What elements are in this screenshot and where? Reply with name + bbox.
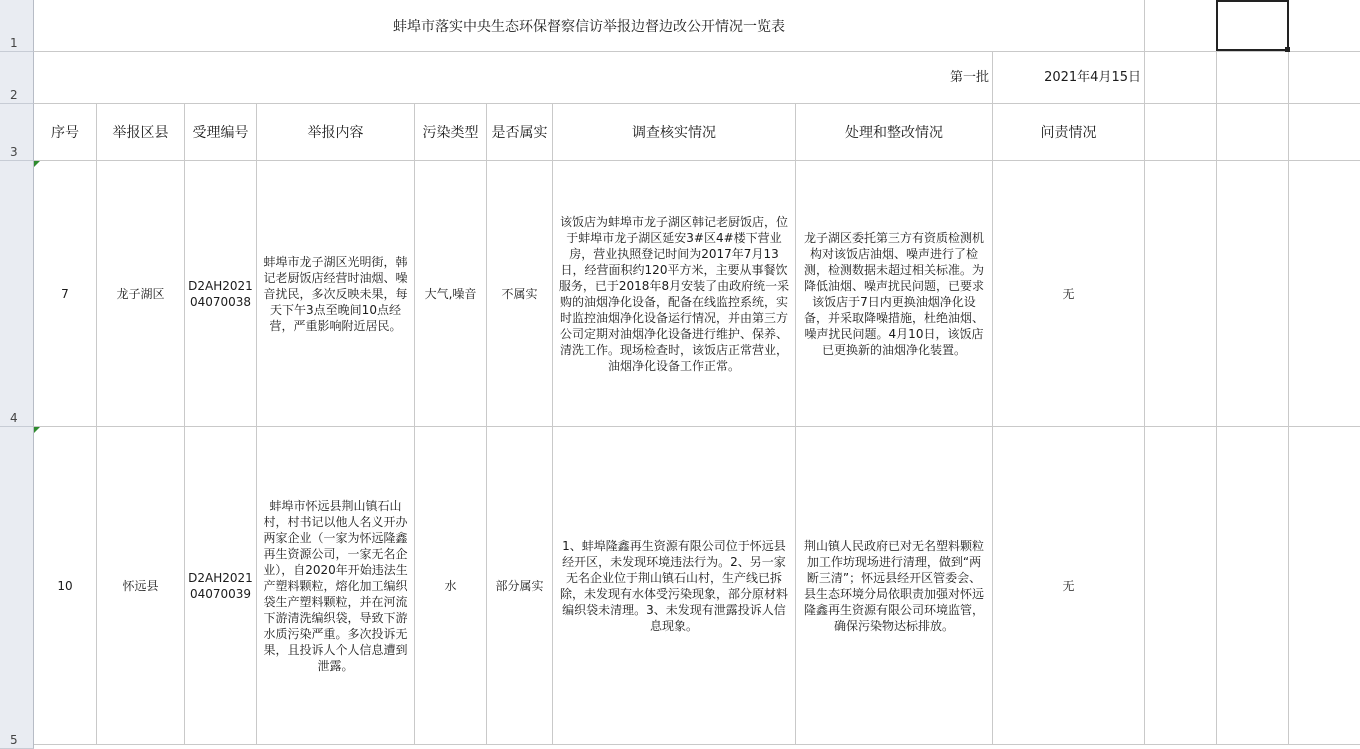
header-pollution[interactable]: 污染类型 bbox=[415, 104, 487, 161]
table-row-1-seq[interactable]: 7 bbox=[34, 161, 97, 427]
table-row-1-handling[interactable]: 龙子湖区委托第三方有资质检测机构对该饭店油烟、噪声进行了检测，检测数据未超过相关标准。为降低油烟、噪声扰民问题，已要求该饭店于7日内更换油烟净化设备，并采取降噪措施，杜绝油烟、噪声扰民问题。4月10日，该饭店已更换新的油烟净化装置。 bbox=[796, 161, 993, 427]
header-verified[interactable]: 是否属实 bbox=[487, 104, 553, 161]
selected-cell[interactable] bbox=[1216, 0, 1289, 51]
table-row-2-seq[interactable]: 10 bbox=[34, 427, 97, 745]
comment-indicator-icon bbox=[34, 161, 40, 167]
table-row-1-code[interactable]: D2AH2021 04070038 bbox=[185, 161, 257, 427]
header-code[interactable]: 受理编号 bbox=[185, 104, 257, 161]
header-seq[interactable]: 序号 bbox=[34, 104, 97, 161]
cell-l2[interactable] bbox=[1289, 52, 1360, 104]
row-header-5[interactable]: 5 bbox=[0, 427, 34, 749]
table-row-2-content[interactable]: 蚌埠市怀远县荆山镇石山村，村书记以他人名义开办两家企业（一家为怀远隆鑫再生资源公司，一家无名企业），自2020年开始违法生产塑料颗粒，熔化加工编织袋生产塑料颗粒，并在河流下游清洗编织袋，导致下游水质污染严重。多次投诉无果，且投诉人个人信息遭到泄露。 bbox=[257, 427, 415, 745]
cell-k3[interactable] bbox=[1217, 104, 1289, 161]
table-row-1-pollution[interactable]: 大气,噪音 bbox=[415, 161, 487, 427]
table-row-2-code[interactable]: D2AH2021 04070039 bbox=[185, 427, 257, 745]
table-row-2-district[interactable]: 怀远县 bbox=[97, 427, 185, 745]
header-accountability[interactable]: 问责情况 bbox=[993, 104, 1145, 161]
cell-k2[interactable] bbox=[1217, 52, 1289, 104]
cell-j2[interactable] bbox=[1145, 52, 1217, 104]
cell-l4[interactable] bbox=[1289, 161, 1360, 427]
table-row-1-content[interactable]: 蚌埠市龙子湖区光明街，韩记老厨饭店经营时油烟、噪音扰民，多次反映未果，每天下午3点至晚间10点经营，严重影响附近居民。 bbox=[257, 161, 415, 427]
date-label: 2021年4月15日 bbox=[1044, 69, 1141, 85]
row-header-4[interactable]: 4 bbox=[0, 161, 34, 427]
cell-l1[interactable] bbox=[1289, 0, 1360, 52]
table-row-2-pollution[interactable]: 水 bbox=[415, 427, 487, 745]
row-header-2[interactable]: 2 bbox=[0, 52, 34, 104]
cell-l3[interactable] bbox=[1289, 104, 1360, 161]
date-cell[interactable] bbox=[993, 52, 1145, 104]
sheet-title[interactable]: 蚌埠市落实中央生态环保督察信访举报边督边改公开情况一览表 bbox=[34, 0, 1145, 52]
cell-l5[interactable] bbox=[1289, 427, 1360, 745]
header-handling[interactable]: 处理和整改情况 bbox=[796, 104, 993, 161]
header-district[interactable]: 举报区县 bbox=[97, 104, 185, 161]
table-row-1-district[interactable]: 龙子湖区 bbox=[97, 161, 185, 427]
table-row-2-investigation[interactable]: 1、蚌埠隆鑫再生资源有限公司位于怀远县经开区，未发现环境违法行为。2、另一家无名企业位于荆山镇石山村，生产线已拆除，未发现有水体受污染现象，部分原材料编织袋未清理。3、未发现有泄露投诉人信息现象。 bbox=[553, 427, 796, 745]
cell-k4[interactable] bbox=[1217, 161, 1289, 427]
cell-j3[interactable] bbox=[1145, 104, 1217, 161]
cell-j1[interactable] bbox=[1145, 0, 1217, 52]
cell-k5[interactable] bbox=[1217, 427, 1289, 745]
batch-label: 第一批 bbox=[949, 69, 989, 85]
table-row-1-investigation[interactable]: 该饭店为蚌埠市龙子湖区韩记老厨饭店，位于蚌埠市龙子湖区延安3#区4#楼下营业房，营业执照登记时间为2017年7月13日，经营面积约120平方米，主要从事餐饮服务，已于2018年8月安装了由政府统一采购的油烟净化设备，配备在线监控系统，实时监控油烟净化设备运行情况，并由第三方公司定期对油烟净化设备进行维护、保养、清洗工作。现场检查时，该饭店正常营业，油烟净化设备工作正常。 bbox=[553, 161, 796, 427]
fill-handle[interactable] bbox=[1285, 47, 1290, 52]
table-row-1-accountability[interactable]: 无 bbox=[993, 161, 1145, 427]
table-row-2-verified[interactable]: 部分属实 bbox=[487, 427, 553, 745]
header-investigation[interactable]: 调查核实情况 bbox=[553, 104, 796, 161]
table-row-1-verified[interactable]: 不属实 bbox=[487, 161, 553, 427]
header-content[interactable]: 举报内容 bbox=[257, 104, 415, 161]
row-header-1[interactable]: 1 bbox=[0, 0, 34, 52]
comment-indicator-icon bbox=[34, 427, 40, 433]
batch-cell[interactable] bbox=[34, 52, 993, 104]
cell-j4[interactable] bbox=[1145, 161, 1217, 427]
table-row-2-handling[interactable]: 荆山镇人民政府已对无名塑料颗粒加工作坊现场进行清理，做到“两断三清”；怀远县经开区管委会、县生态环境分局依职责加强对怀远隆鑫再生资源有限公司环境监管，确保污染物达标排放。 bbox=[796, 427, 993, 745]
row-header-3[interactable]: 3 bbox=[0, 104, 34, 161]
table-row-2-accountability[interactable]: 无 bbox=[993, 427, 1145, 745]
cell-j5[interactable] bbox=[1145, 427, 1217, 745]
